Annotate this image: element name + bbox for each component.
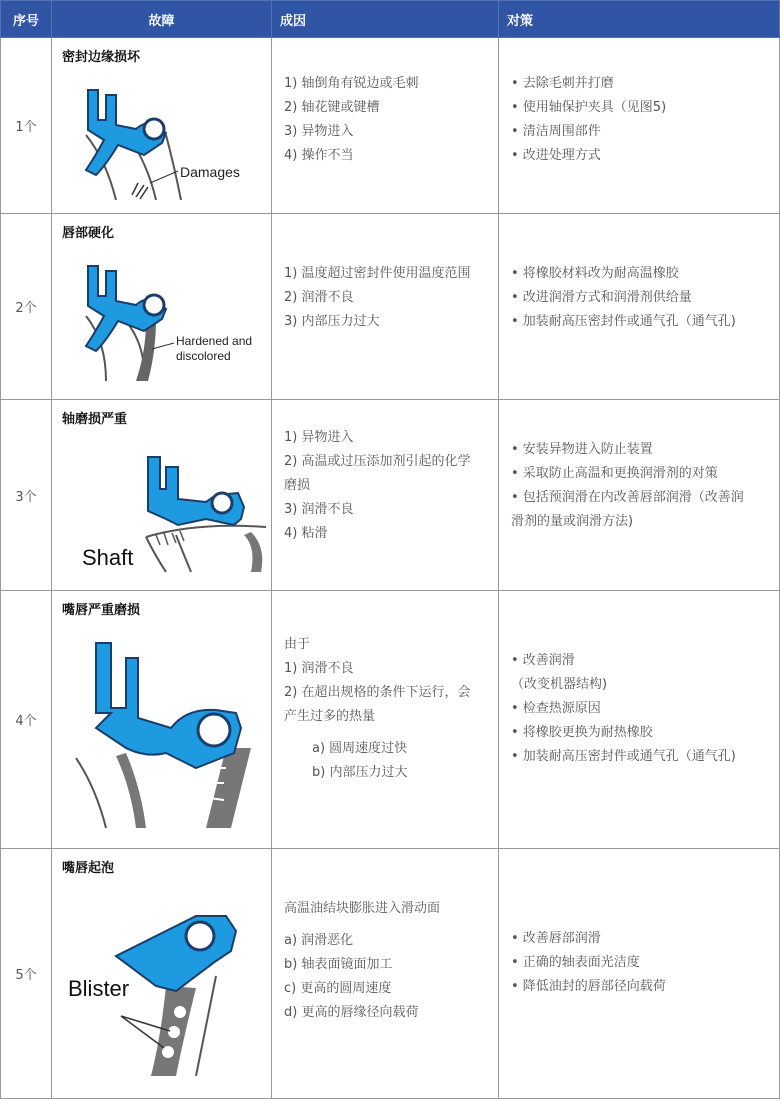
row-number: 5个 — [1, 849, 52, 1099]
fault-title: 嘴唇严重磨损 — [62, 603, 141, 618]
fault-title: 嘴唇起泡 — [62, 861, 115, 876]
measure-line: • 检查热源原因 — [511, 701, 601, 716]
fault-cell — [52, 400, 272, 591]
cause-line: 1) 异物进入 — [284, 430, 354, 445]
cause-subline: b) 内部压力过大 — [312, 765, 408, 780]
cause-line: 4) 粘滑 — [284, 526, 328, 541]
cause-cell — [272, 214, 499, 400]
cause-line: 1) 温度超过密封件使用温度范围 — [284, 266, 471, 281]
measure-line: • 采取防止高温和更换润滑剂的对策 — [511, 466, 718, 481]
cause-line: 3) 润滑不良 — [284, 502, 354, 517]
cause-cell — [272, 591, 499, 849]
fault-cell — [52, 591, 272, 849]
row-number: 3个 — [1, 400, 52, 591]
fault-title: 轴磨损严重 — [62, 412, 128, 427]
measure-line: • 去除毛刺并打磨 — [511, 76, 614, 91]
measure-line: • 加装耐高压密封件或通气孔（通气孔) — [511, 749, 736, 764]
table-row — [1, 849, 780, 1099]
cause-line: 磨损 — [284, 478, 311, 493]
row-number: 2个 — [1, 214, 52, 400]
cause-line: b) 轴表面镜面加工 — [284, 957, 393, 972]
cause-line: 3) 异物进入 — [284, 124, 354, 139]
measure-line: • 安装异物进入防止装置 — [511, 442, 653, 457]
measure-line: • 将橡胶材料改为耐高温橡胶 — [511, 266, 679, 281]
shaft-wear-figure — [66, 427, 266, 572]
cause-cell — [272, 38, 499, 214]
cause-line: 产生过多的热量 — [284, 709, 376, 724]
cause-line: 2) 润滑不良 — [284, 290, 354, 305]
lip-wear-figure — [66, 618, 266, 828]
measure-line: 滑剂的量或润滑方法) — [511, 514, 634, 529]
figure-label: Shaft — [82, 545, 134, 570]
fault-title: 唇部硬化 — [62, 226, 115, 241]
measure-cell — [499, 38, 780, 214]
cause-line: a) 润滑恶化 — [284, 933, 354, 948]
lip-blister-figure — [66, 876, 266, 1076]
measure-line: • 正确的轴表面光洁度 — [511, 955, 640, 970]
cause-line: 3) 内部压力过大 — [284, 314, 380, 329]
cause-line: 2) 高温或过压添加剂引起的化学 — [284, 454, 471, 469]
header-fault: 故障 — [52, 1, 272, 38]
figure-label: Hardened and — [176, 334, 253, 348]
measure-line: • 改进处理方式 — [511, 148, 601, 163]
fault-cell — [52, 849, 272, 1099]
measure-line: • 清洁周围部件 — [511, 124, 601, 139]
header-row — [1, 1, 780, 38]
cause-cell — [272, 849, 499, 1099]
measure-line: • 改进润滑方式和润滑剂供给量 — [511, 290, 692, 305]
cause-subline: a) 圆周速度过快 — [312, 741, 408, 756]
fault-title: 密封边缘损坏 — [62, 50, 141, 65]
fault-cell — [52, 214, 272, 400]
measure-line: • 改善润滑 — [511, 653, 575, 668]
figure-label: Damages — [180, 164, 240, 180]
seal-hardened-figure — [66, 241, 266, 381]
header-no: 序号 — [1, 1, 52, 38]
cause-line: d) 更高的唇缘径向载荷 — [284, 1005, 419, 1020]
seal-damage-figure — [66, 65, 266, 200]
cause-line: 2) 轴花键或键槽 — [284, 100, 380, 115]
header-cause: 成因 — [272, 1, 499, 38]
measure-cell — [499, 591, 780, 849]
fault-cell — [52, 38, 272, 214]
cause-line: c) 更高的圆周速度 — [284, 981, 392, 996]
figure-label: Blister — [68, 976, 130, 1001]
measure-cell — [499, 849, 780, 1099]
measure-line: • 使用轴保护夹具（见图5) — [511, 100, 667, 115]
measure-line: • 将橡胶更换为耐热橡胶 — [511, 725, 653, 740]
table-row — [1, 400, 780, 591]
figure-label: discolored — [176, 349, 231, 363]
row-number: 1个 — [1, 38, 52, 214]
measure-line: • 降低油封的唇部径向载荷 — [511, 979, 666, 994]
cause-line: 1) 轴倒角有锐边或毛刺 — [284, 76, 419, 91]
measure-cell — [499, 214, 780, 400]
cause-line: 由于 — [284, 637, 311, 652]
measure-line: • 包括预润滑在内改善唇部润滑（改善润 — [511, 490, 744, 505]
cause-cell — [272, 400, 499, 591]
cause-line: 4) 操作不当 — [284, 148, 354, 163]
measure-line: • 改善唇部润滑 — [511, 931, 601, 946]
measure-line: （改变机器结构) — [511, 677, 608, 692]
cause-line: 1) 润滑不良 — [284, 661, 354, 676]
table-row — [1, 591, 780, 849]
row-number: 4个 — [1, 591, 52, 849]
cause-head: 高温油结块膨胀进入滑动面 — [284, 901, 441, 916]
measure-cell — [499, 400, 780, 591]
table-row — [1, 38, 780, 214]
header-measure: 对策 — [499, 1, 780, 38]
table-row — [1, 214, 780, 400]
cause-line: 2) 在超出规格的条件下运行，会 — [284, 685, 471, 700]
measure-line: • 加装耐高压密封件或通气孔（通气孔) — [511, 314, 736, 329]
